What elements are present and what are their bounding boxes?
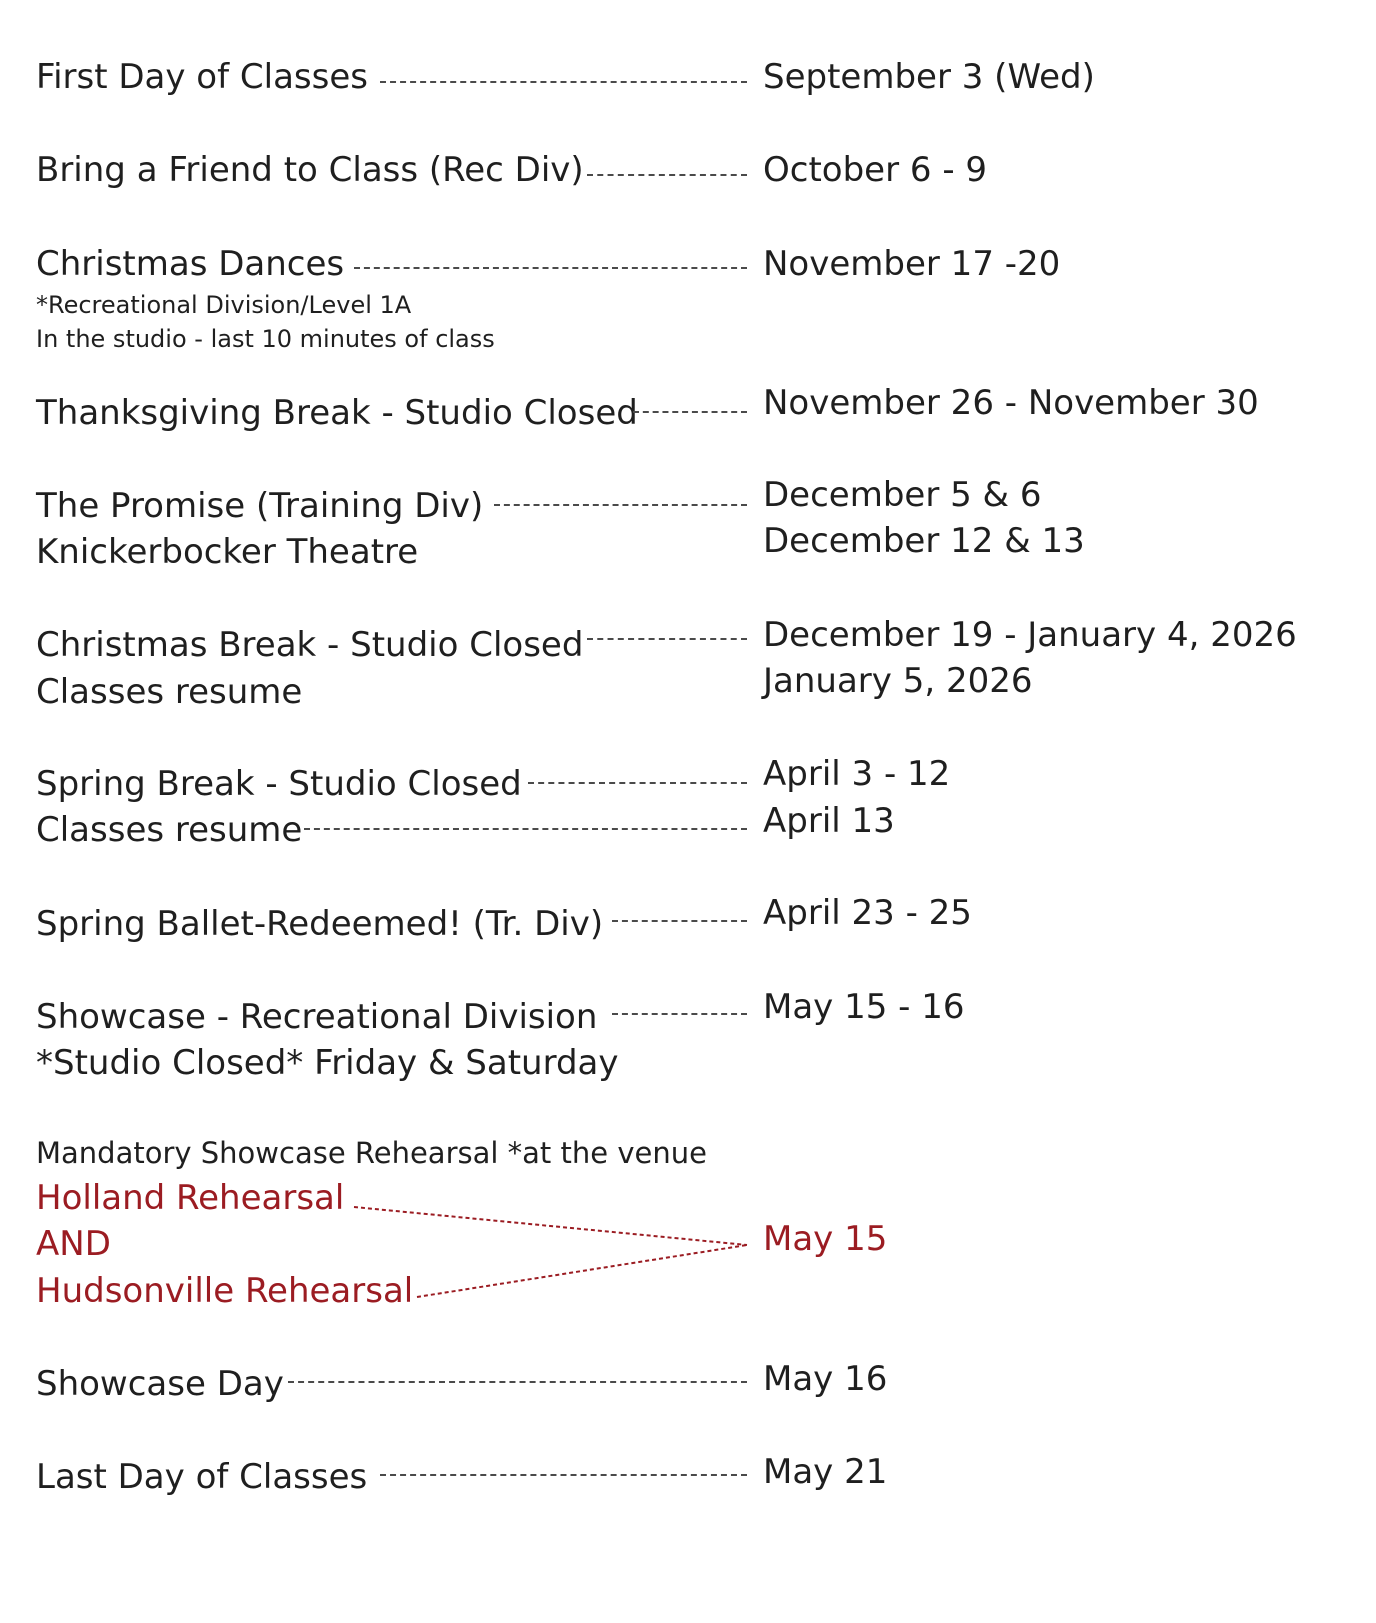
event-sublabel-knickerbocker: Knickerbocker Theatre [36,532,419,572]
event-label-showcase-rec: Showcase - Recreational Division [36,997,598,1037]
event-label-first-day: First Day of Classes [36,57,368,97]
event-sublabel-classes-resume: Classes resume [36,672,303,712]
event-sublabel-studio-closed: *Studio Closed* Friday & Saturday [36,1043,619,1083]
event-date-spring-ballet: April 23 - 25 [763,893,972,933]
event-note: In the studio - last 10 minutes of class [36,325,495,353]
event-date-showcase-rec: May 15 - 16 [763,987,965,1027]
event-date-first-day: September 3 (Wed) [763,57,1095,97]
event-label-the-promise: The Promise (Training Div) [36,486,484,526]
event-date-christmas-dances: November 17 -20 [763,244,1061,284]
event-label-showcase-day: Showcase Day [36,1364,284,1404]
rehearsal-and: AND [36,1224,111,1264]
rehearsal-date: May 15 [763,1219,888,1259]
event-date-last-day: May 21 [763,1452,888,1492]
event-date2-christmas-break: January 5, 2026 [763,661,1033,701]
event-date2-the-promise: December 12 & 13 [763,521,1085,561]
event-sublabel-classes-resume: Classes resume [36,810,303,850]
event-note: *Recreational Division/Level 1A [36,291,412,319]
event-date-the-promise: December 5 & 6 [763,475,1042,515]
event-label-bring-a-friend: Bring a Friend to Class (Rec Div) [36,150,584,190]
rehearsal-heading: Mandatory Showcase Rehearsal *at the venue [36,1136,707,1170]
leader-line [288,1381,747,1383]
event-label-spring-ballet: Spring Ballet-Redeemed! (Tr. Div) [36,904,604,944]
event-date2-spring-break: April 13 [763,801,895,841]
event-label-spring-break: Spring Break - Studio Closed [36,764,522,804]
event-date-bring-a-friend: October 6 - 9 [763,150,988,190]
rehearsal-holland: Holland Rehearsal [36,1178,345,1218]
event-date-spring-break: April 3 - 12 [763,754,951,794]
event-date-thanksgiving: November 26 - November 30 [763,383,1259,423]
event-date-showcase-day: May 16 [763,1359,888,1399]
leader-line [380,1474,747,1476]
event-label-christmas-dances: Christmas Dances [36,244,345,284]
event-label-thanksgiving: Thanksgiving Break - Studio Closed [36,393,638,433]
event-label-christmas-break: Christmas Break - Studio Closed [36,625,584,665]
rehearsal-hudsonville: Hudsonville Rehearsal [36,1271,414,1311]
event-date-christmas-break: December 19 - January 4, 2026 [763,615,1297,655]
event-label-last-day: Last Day of Classes [36,1457,368,1497]
